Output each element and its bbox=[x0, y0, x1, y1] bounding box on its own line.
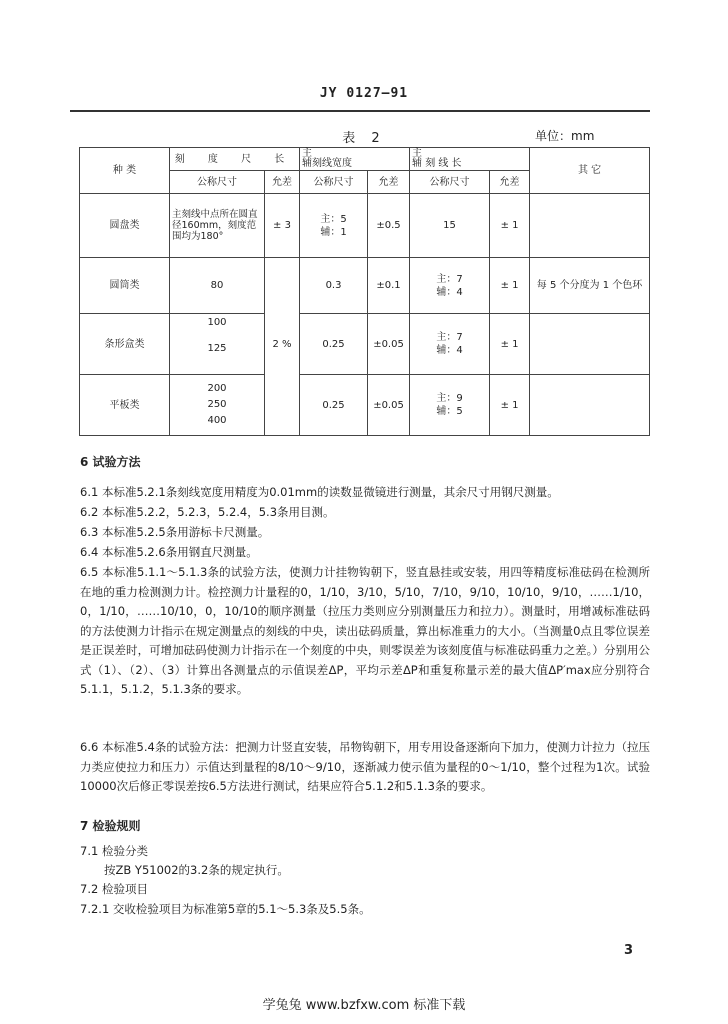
length-nominal: 主：7 辅：4 bbox=[410, 258, 490, 314]
width-nominal: 0.3 bbox=[300, 258, 368, 314]
page-number: 3 bbox=[624, 943, 634, 958]
other-note bbox=[530, 314, 650, 375]
width-tolerance: ±0.1 bbox=[368, 258, 410, 314]
header-nominal: 公称尺寸 bbox=[300, 171, 368, 194]
row-kind: 条形盒类 bbox=[80, 314, 170, 375]
clause-6-3: 6.3 本标准5.2.5条用游标卡尺测量。 bbox=[80, 525, 270, 539]
clause-6-5: 6.5 本标准5.1.1～5.1.3条的试验方法，使测力计挂物钩朝下，竖直悬挂或安装，用四等精度标准砝码在检测所在地的重力检测测力计。检控测力计量程的0，1/10，3/10，5/10，7/10，9/10，10/10，9/10，……1/10，0，1/10，……10/10，0，10/10的顺序测量（拉压力类则应分别测量压力和拉力）。测量时，用增减标准砝码的方法使测力计指示在规定测量点的刻线的中央，读出砝码质量，算出标准重力的大小。（当测量0点且零位误差是正误差时，可增加砝码使测力计指示在一个刻度的中央，则零误差为该刻度值与标准砝码重力之差。）分别用公式（1）、（2）、（3）计算出各测量点的示值误差ΔP，平均示差ΔP和重复称量示差的最大值ΔP′max应分别符合5.1.1，5.1.2，5.1.3条的要求。 bbox=[80, 565, 650, 696]
width-nominal: 0.25 bbox=[300, 314, 368, 375]
spec-table bbox=[79, 147, 650, 436]
header-scale-length: 刻 度 尺 长 bbox=[170, 148, 300, 171]
width-tolerance: ±0.05 bbox=[368, 375, 410, 436]
header-tolerance: 允差 bbox=[265, 171, 300, 194]
clause-6-6: 6.6 本标准5.4条的试验方法：把测力计竖直安装，吊物钩朝下，用专用设备逐渐向下加力，使测力计拉力（拉压力类应使拉力和压力）示值达到量程的8/10～9/10，逐渐减力使示值为量程的0～1/10，整个过程为1次。试验10000次后修正零误差按6.5方法进行测试，结果应符合5.1.2和5.1.3条的要求。 bbox=[80, 740, 650, 793]
length-tolerance: ± 1 bbox=[490, 375, 530, 436]
standard-code: JY 0127—91 bbox=[319, 86, 409, 101]
section-6-heading: 6 试验方法 bbox=[80, 455, 141, 469]
length-tolerance: ± 1 bbox=[490, 258, 530, 314]
table-unit: 单位：mm bbox=[535, 129, 595, 143]
table-row bbox=[80, 194, 650, 258]
scale-tolerance: ± 3 bbox=[265, 194, 300, 258]
header-line-width: 主 辅刻线宽度 bbox=[300, 148, 410, 171]
other-note: 每 5 个分度为 1 个色环 bbox=[530, 258, 650, 314]
scale-tolerance-shared: 2 % bbox=[265, 258, 300, 436]
other-note bbox=[530, 375, 650, 436]
width-nominal: 0.25 bbox=[300, 375, 368, 436]
width-tolerance: ±0.5 bbox=[368, 194, 410, 258]
header-line-length: 主 辅 刻 线 长 bbox=[410, 148, 530, 171]
length-tolerance: ± 1 bbox=[490, 194, 530, 258]
scale-nominal: 80 bbox=[170, 258, 265, 314]
section-7-heading: 7 检验规则 bbox=[80, 819, 141, 833]
clause-7-2: 7.2 检验项目 bbox=[80, 882, 148, 896]
other-note bbox=[530, 194, 650, 258]
clause-7-1-text: 按ZB Y51002的3.2条的规定执行。 bbox=[104, 863, 289, 877]
row-kind: 圆筒类 bbox=[80, 258, 170, 314]
clause-7-1: 7.1 检验分类 bbox=[80, 844, 148, 858]
table-row bbox=[80, 375, 650, 436]
header-tolerance: 允差 bbox=[368, 171, 410, 194]
scale-nominal: 主刻线中点所在圆直径160mm，刻度范围均为180° bbox=[170, 194, 265, 258]
header-rule bbox=[70, 110, 650, 112]
clause-6-2: 6.2 本标准5.2.2，5.2.3，5.2.4，5.3条用目测。 bbox=[80, 505, 335, 519]
width-nominal: 主：5 辅：1 bbox=[300, 194, 368, 258]
length-nominal: 15 bbox=[410, 194, 490, 258]
scale-nominal: 200 250 400 bbox=[170, 375, 265, 436]
row-kind: 平板类 bbox=[80, 375, 170, 436]
length-nominal: 主：7 辅：4 bbox=[410, 314, 490, 375]
table-row bbox=[80, 258, 650, 314]
header-other: 其 它 bbox=[530, 148, 650, 194]
table-row bbox=[80, 314, 650, 375]
length-tolerance: ± 1 bbox=[490, 314, 530, 375]
header-tolerance: 允差 bbox=[490, 171, 530, 194]
row-kind: 圆盘类 bbox=[80, 194, 170, 258]
width-tolerance: ±0.05 bbox=[368, 314, 410, 375]
header-kind: 种 类 bbox=[80, 148, 170, 194]
footer-watermark: 学兔兔 www.bzfxw.com 标准下载 bbox=[262, 998, 466, 1013]
clause-6-1: 6.1 本标准5.2.1条刻线宽度用精度为0.01mm的读数显微镜进行测量，其余尺寸用钢尺测量。 bbox=[80, 485, 559, 499]
clause-7-2-1: 7.2.1 交收检验项目为标准第5章的5.1～5.3条及5.5条。 bbox=[80, 902, 371, 916]
scale-nominal: 100 125 bbox=[170, 314, 265, 375]
clause-6-4: 6.4 本标准5.2.6条用钢直尺测量。 bbox=[80, 545, 258, 559]
header-nominal: 公称尺寸 bbox=[410, 171, 490, 194]
length-nominal: 主：9 辅：5 bbox=[410, 375, 490, 436]
table-title: 表 2 bbox=[342, 131, 386, 146]
header-nominal: 公称尺寸 bbox=[170, 171, 265, 194]
